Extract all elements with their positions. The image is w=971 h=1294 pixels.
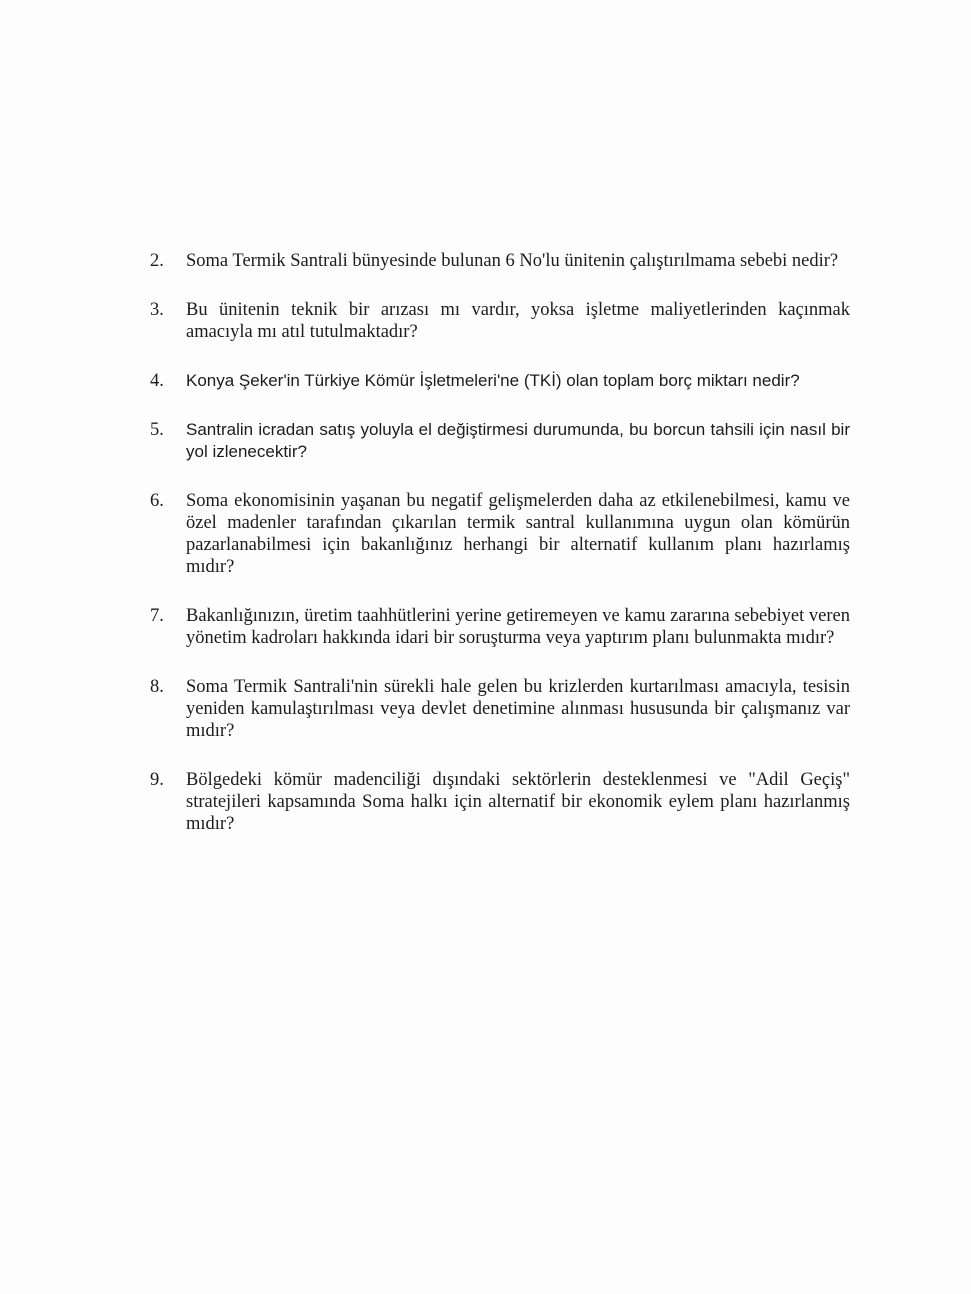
question-item-9 — [150, 769, 850, 835]
question-list — [150, 250, 850, 835]
question-text: Konya Şeker'in Türkiye Kömür İşletmeleri'ne (TKİ) olan toplam borç miktarı nedir? — [186, 371, 800, 390]
question-number: 8. — [150, 677, 164, 697]
question-text: Soma Termik Santrali bünyesinde bulunan 6 No'lu ünitenin çalıştırılmama sebebi nedir? — [186, 251, 839, 271]
question-number: 7. — [150, 606, 164, 626]
question-item-2 — [150, 250, 850, 272]
question-number: 6. — [150, 491, 164, 511]
question-text: Bakanlığınızın, üretim taahhütlerini yerine getiremeyen ve kamu zararına sebebiyet veren yönetim kadroları hakkında idari bir soruşturma veya yaptırım planı bulunmakta mıdır? — [186, 606, 850, 648]
question-text: Soma Termik Santrali'nin sürekli hale gelen bu krizlerden kurtarılması amacıyla, tesisin yeniden kamulaştırılması veya devlet denetimine alınması hususunda bir çalışmanız var mıdır? — [186, 677, 850, 741]
question-text: Bölgedeki kömür madenciliği dışındaki sektörlerin desteklenmesi ve "Adil Geçiş" stratejileri kapsamında Soma halkı için alternatif bir ekonomik eylem planı hazırlanmış mıdır? — [186, 770, 850, 834]
question-item-5 — [150, 419, 850, 463]
question-text: Soma ekonomisinin yaşanan bu negatif gelişmelerden daha az etkilenebilmesi, kamu ve özel madenler tarafından çıkarılan termik santral kullanımına uygun olan kömürün pazarlanabilmesi için bakanlığınız herhangi bir alternatif kullanım planı hazırlamış mıdır? — [186, 491, 850, 577]
question-number: 3. — [150, 300, 164, 320]
question-text: Santralin icradan satış yoluyla el değiştirmesi durumunda, bu borcun tahsili için nasıl bir yol izlenecektir? — [186, 420, 850, 461]
question-number: 4. — [150, 371, 164, 391]
question-item-6 — [150, 490, 850, 578]
question-number: 9. — [150, 770, 164, 790]
question-item-3 — [150, 299, 850, 343]
question-item-8 — [150, 676, 850, 742]
question-text: Bu ünitenin teknik bir arızası mı vardır, yoksa işletme maliyetlerinden kaçınmak amacıyla mı atıl tutulmaktadır? — [186, 300, 850, 342]
question-number: 5. — [150, 420, 164, 440]
question-number: 2. — [150, 251, 164, 271]
question-item-7 — [150, 605, 850, 649]
question-item-4 — [150, 370, 850, 392]
